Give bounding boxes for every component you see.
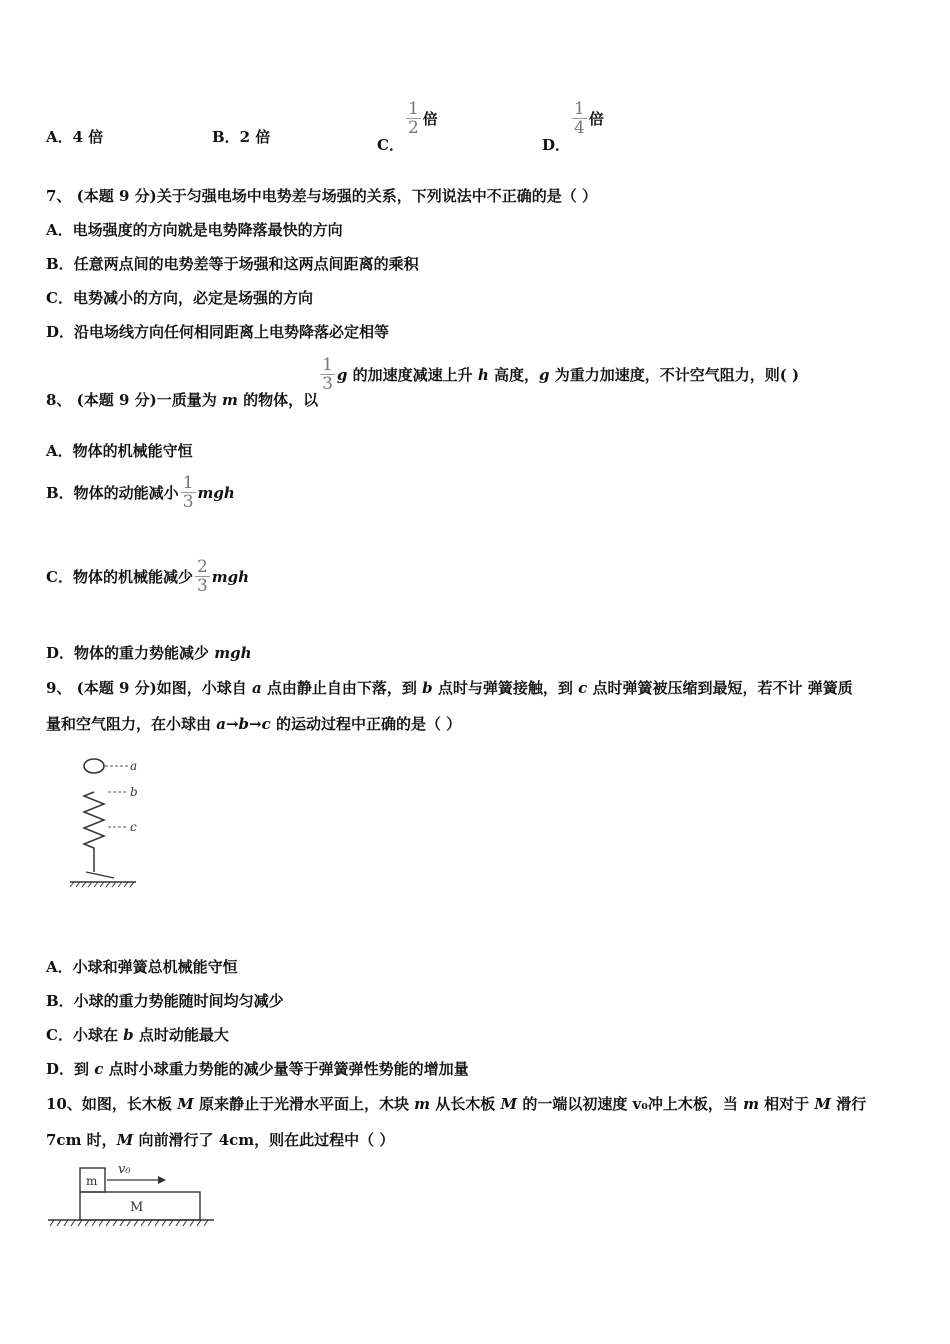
- velocity-label: v₀: [118, 1162, 131, 1177]
- q8-option-b-fraction: $\frac{1}{3}$: [182, 473, 194, 512]
- q6-option-c-unit: 倍: [422, 109, 438, 128]
- q10-stem-line2: 7cm 时，M 向前滑行了 4cm，则在此过程中（ ）: [46, 1131, 395, 1149]
- q6-option-c: [377, 99, 438, 154]
- q9-option-b: B．小球的重力势能随时间均匀减少: [46, 992, 284, 1010]
- q8-stem-fraction: $\frac{1}{3}$: [322, 355, 333, 394]
- q8-option-a: A．物体的机械能守恒: [46, 442, 193, 460]
- q8-option-d: D．物体的重力势能减少 mgh: [46, 644, 252, 662]
- q6-option-c-fraction: $\frac{1}{2}$: [407, 99, 419, 138]
- block-m-label: m: [86, 1174, 98, 1188]
- q9-option-c: C．小球在 b 点时动能最大: [46, 1026, 229, 1044]
- q9-stem-line2: 量和空气阻力，在小球由 a→b→c 的运动过程中正确的是（ ）: [46, 715, 462, 733]
- q9-spring-figure: [60, 750, 170, 895]
- q9-option-a: A．小球和弹簧总机械能守恒: [46, 958, 238, 976]
- q9-option-d: D．到 c 点时小球重力势能的减少量等于弹簧弹性势能的增加量: [46, 1060, 469, 1078]
- figure-label-c: c: [130, 820, 137, 834]
- q8-option-c: C．物体的机械能减少 $\frac{2}{3}$ mgh: [46, 557, 250, 596]
- q10-stem-line1: 10、如图，长木板 M 原来静止于光滑水平面上，木块 m 从长木板 M 的一端以初速度 v₀冲上木板，当 m 相对于 M 滑行: [46, 1095, 867, 1113]
- q6-option-d-unit: 倍: [588, 109, 604, 128]
- q6-option-c-label: C．: [377, 135, 404, 154]
- q6-option-d-label: D．: [542, 135, 571, 154]
- q6-option-d: [542, 99, 604, 154]
- ball-icon: [84, 759, 104, 773]
- q7-option-a: A．电场强度的方向就是电势降落最快的方向: [46, 221, 343, 239]
- q8-option-b: B．物体的动能减小 $\frac{1}{3}$ mgh: [46, 473, 235, 512]
- q6-option-d-fraction: $\frac{1}{4}$: [574, 99, 585, 138]
- q9-stem-line1: 9、 (本题 9 分)如图，小球自 a 点由静止自由下落，到 b 点时与弹簧接触，到 c 点时弹簧被压缩到最短，若不计 弹簧质: [46, 679, 853, 697]
- q7-option-d: D．沿电场线方向任何相同距离上电势降落必定相等: [46, 323, 390, 341]
- q8-stem: 8、 (本题 9 分)一质量为 m 的物体，以 $\frac{1}{3}$ g 的加速度减速上升 h 高度，g 为重力加速度，不计空气阻力，则( ): [46, 355, 800, 409]
- q6-option-b: B．2 倍: [212, 128, 271, 146]
- spring-icon: [84, 792, 104, 872]
- q7-stem: 7、 (本题 9 分)关于匀强电场中电势差与场强的关系，下列说法中不正确的是（ ）: [46, 187, 597, 205]
- figure-label-b: b: [130, 785, 138, 799]
- q7-option-c: C．电势减小的方向，必定是场强的方向: [46, 289, 313, 307]
- q7-option-b: B．任意两点间的电势差等于场强和这两点间距离的乘积: [46, 255, 419, 273]
- q10-board-figure: [46, 1160, 221, 1230]
- q8-option-c-fraction: $\frac{2}{3}$: [196, 557, 208, 596]
- board-M-label: M: [130, 1200, 144, 1215]
- q6-option-a: A．4 倍: [46, 128, 104, 146]
- figure-label-a: a: [130, 759, 138, 773]
